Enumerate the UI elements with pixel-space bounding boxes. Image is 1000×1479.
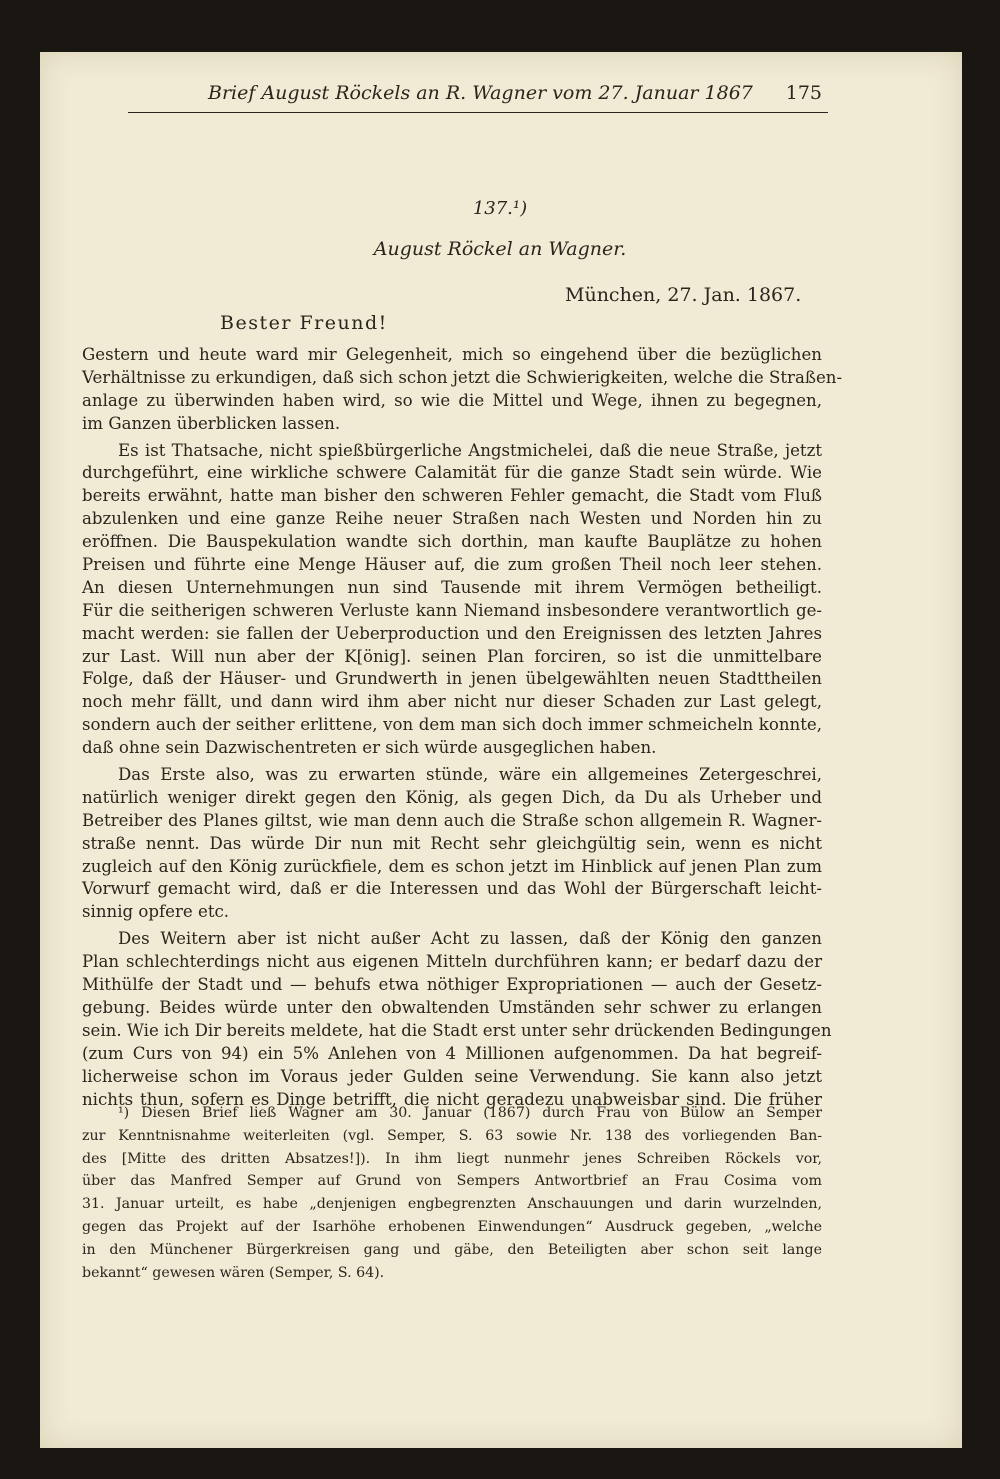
letter-place-date: München, 27. Jan. 1867. (565, 284, 802, 306)
body-line: Plan schlechterdings nicht aus eigenen Mitteln durchführen kann; er bedarf dazu der (82, 952, 822, 972)
footnote-line: ¹) Diesen Brief ließ Wagner am 30. Januar (1867) durch Frau von Bülow an Semper (118, 1105, 822, 1121)
body-line: Das Erste also, was zu erwarten stünde, wäre ein allgemeines Zetergeschrei, (118, 765, 822, 785)
body-line: sinnig opfere etc. (82, 902, 230, 922)
body-line: sein. Wie ich Dir bereits meldete, hat die Stadt erst unter sehr drückenden Bedingungen (82, 1020, 832, 1040)
body-line: Vorwurf gemacht wird, daß er die Interessen und das Wohl der Bürgerschaft leicht- (82, 879, 822, 899)
running-title: Brief August Röckels an R. Wagner vom 27. Januar 1867 (208, 82, 753, 104)
body-line: im Ganzen überblicken lassen. (82, 413, 341, 433)
body-line: abzulenken und eine ganze Reihe neuer Straßen nach Westen und Norden hin zu (82, 509, 822, 529)
body-line: gebung. Beides würde unter den obwaltenden Umständen sehr schwer zu erlangen (82, 997, 822, 1017)
body-line: Betreiber des Planes giltst, wie man denn auch die Straße schon allgemein R. Wagner- (82, 810, 822, 830)
body-line: (zum Curs von 94) ein 5% Anlehen von 4 Millionen aufgenommen. Da hat begreif- (82, 1043, 822, 1063)
letter-body (82, 344, 843, 1111)
body-line: straße nennt. Das würde Dir nun mit Recht sehr gleichgültig sein, wenn es nicht (82, 833, 822, 853)
body-line: Es ist Thatsache, nicht spießbürgerliche Angstmichelei, daß die neue Straße, jetzt (118, 440, 822, 460)
body-line: Folge, daß der Häuser- und Grundwerth in jenen übelgewählten neuen Stadttheilen (82, 669, 822, 689)
footnote-line: bekannt“ gewesen wären (Semper, S. 64). (82, 1264, 385, 1281)
body-line: Verhältnisse zu erkundigen, daß sich schon jetzt die Schwierigkeiten, welche die Straßen- (82, 367, 843, 387)
footnote-line: über das Manfred Semper auf Grund von Sempers Antwortbrief an Frau Cosima vom (82, 1173, 822, 1190)
body-line: bereits erwähnt, hatte man bisher den schweren Fehler gemacht, die Stadt vom Fluß (82, 486, 822, 506)
body-line: eröffnen. Die Bauspekulation wandte sich dorthin, man kaufte Bauplätze zu hohen (82, 532, 822, 552)
footnote-line: 31. Januar urteilt, es habe „denjenigen engbegrenzten Anschauungen und darin wurzelnden, (82, 1196, 822, 1213)
footnote-line: zur Kenntnisnahme weiterleiten (vgl. Semper, S. 63 sowie Nr. 138 des vorliegenden Ban- (82, 1127, 822, 1144)
body-line: An diesen Unternehmungen nun sind Tausende mit ihrem Vermögen betheiligt. (82, 577, 822, 597)
body-line: daß ohne sein Dazwischentreten er sich würde ausgeglichen haben. (82, 738, 657, 758)
body-line: zugleich auf den König zurückfiele, dem es schon jetzt im Hinblick auf jenen Plan zum (82, 856, 822, 876)
footnote-line: gegen das Projekt auf der Isarhöhe erhobenen Einwendungen“ Ausdruck gegeben, „welche (82, 1218, 822, 1235)
footnote-line: in den Münchener Bürgerkreisen gang und gäbe, den Beteiligten aber schon seit lange (82, 1241, 822, 1258)
body-line: durchgeführt, eine wirkliche schwere Calamität für die ganze Stadt sein würde. Wie (82, 463, 822, 483)
body-line: zur Last. Will nun aber der K[önig]. seinen Plan forciren, so ist die unmittelbare (82, 646, 822, 666)
running-header (128, 80, 828, 113)
letter-salutation: Bester Freund! (220, 312, 388, 334)
body-line: natürlich weniger direkt gegen den König, als gegen Dich, da Du als Urheber und (82, 787, 822, 807)
body-line: licherweise schon im Voraus jeder Gulden seine Verwendung. Sie kann also jetzt (82, 1066, 822, 1086)
body-line: Für die seitherigen schweren Verluste kann Niemand insbesondere verantwortlich ge- (82, 600, 822, 620)
letter-number: 137.¹) (472, 198, 528, 219)
footnote (82, 1102, 822, 1284)
footnote-line: des [Mitte des dritten Absatzes!]). In ihm liegt nunmehr jenes Schreiben Röckels vor, (82, 1150, 822, 1167)
body-line: Gestern und heute ward mir Gelegenheit, mich so eingehend über die bezüglichen (82, 345, 822, 364)
page-number: 175 (785, 82, 822, 104)
body-line: sondern auch der seither erlittene, von dem man sich doch immer schmeicheln konnte, (82, 715, 822, 735)
body-line: macht werden: sie fallen der Ueberproduction und den Ereignissen des letzten Jahres (82, 623, 822, 643)
body-line: nichts thun, sofern es Dinge betrifft, die nicht geradezu unabweisbar sind. Die früher (82, 1089, 822, 1109)
body-line: anlage zu überwinden haben wird, so wie die Mittel und Wege, ihnen zu begegnen, (82, 390, 822, 410)
letter-title: August Röckel an Wagner. (373, 238, 627, 260)
body-line: Preisen und führte eine Menge Häuser auf, die zum großen Theil noch leer stehen. (82, 555, 822, 575)
body-line: noch mehr fällt, und dann wird ihm aber nicht nur dieser Schaden zur Last gelegt, (82, 692, 822, 712)
body-line: Mithülfe der Stadt und — behufs etwa nöthiger Expropriationen — auch der Gesetz- (82, 975, 822, 995)
body-line: Des Weitern aber ist nicht außer Acht zu lassen, daß der König den ganzen (118, 929, 822, 949)
